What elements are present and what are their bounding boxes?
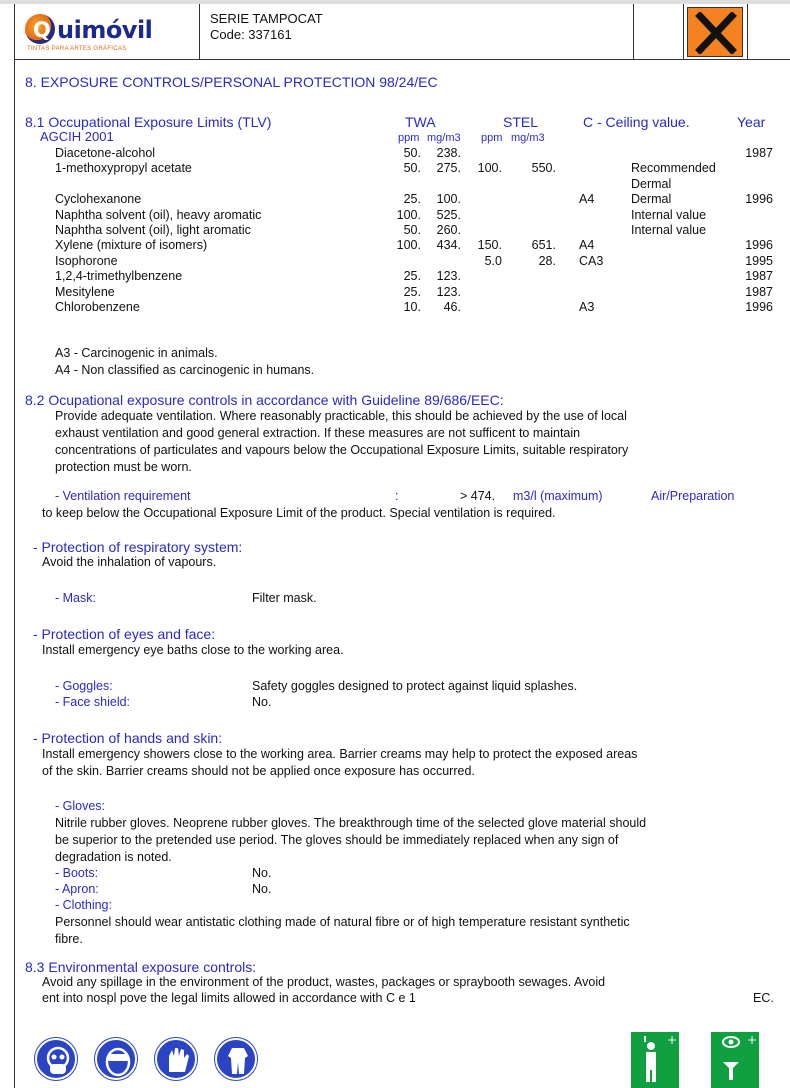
- logo-letter: Q: [33, 18, 51, 42]
- product-code: Code: 337161: [210, 27, 292, 42]
- substance-name: Cyclohexanone: [55, 192, 142, 207]
- logo-wordmark: uimóvil: [57, 16, 153, 44]
- paragraph-line: concentrations of particulates and vapours below the Occupational Exposure Limits, suitable respiratory: [55, 443, 629, 457]
- eyes-text: Install emergency eye baths close to the working area.: [42, 643, 344, 657]
- twa-ppm: 25.: [403, 192, 421, 207]
- column-year: Year: [737, 114, 766, 130]
- environment-line: Avoid any spillage in the environment of the product, wastes, packages or spraybooth sewages. Avoid: [42, 975, 606, 989]
- limit-year: 1996: [745, 238, 773, 253]
- document-page: [14, 4, 790, 1088]
- twa-mg: 100.: [436, 192, 461, 207]
- header-divider: [683, 4, 684, 60]
- harmful-x-icon: [687, 7, 743, 57]
- paragraph-line: Nitrile rubber gloves. Neoprene rubber gloves. The breakthrough time of the selected glove material should: [55, 816, 647, 830]
- limit-year: 1996: [745, 300, 773, 314]
- stel-ppm: 100.: [477, 161, 502, 176]
- gloves-label: - Gloves:: [55, 799, 106, 813]
- substance-name: Isophorone: [55, 253, 118, 268]
- substance-name: 1-methoxypropyl acetate: [55, 161, 192, 176]
- twa-mg: 123.: [436, 284, 461, 299]
- apron-label: - Apron:: [55, 882, 99, 896]
- section-title: 8. EXPOSURE CONTROLS/PERSONAL PROTECTION 98/24/EC: [25, 74, 438, 90]
- hands-title: - Protection of hands and skin:: [33, 730, 223, 746]
- face-shield-label: - Face shield:: [55, 695, 131, 709]
- paragraph-line: Provide adequate ventilation. Where reasonably practicable, this should be achieved by the use of local: [55, 409, 627, 423]
- limit-note: Recommended: [631, 161, 716, 176]
- twa-mg: 123.: [436, 269, 461, 284]
- ceiling-notation: A4: [579, 192, 595, 207]
- sds-header: [15, 4, 790, 60]
- limit-note: Dermal: [631, 176, 672, 191]
- logo-tagline: TINTAS PARA ARTES GRÁFICAS: [27, 46, 127, 52]
- mask-label: - Mask:: [55, 591, 96, 605]
- substance-name: Chlorobenzene: [55, 300, 140, 314]
- paragraph-line: degradation is noted.: [55, 850, 172, 864]
- twa-ppm: 25.: [403, 269, 421, 284]
- environment-line: ent into nospl pove the legal limits allowed in accordance with C e 1: [42, 991, 416, 1005]
- hands-paragraph: [42, 746, 637, 780]
- stel-ppm: 150.: [477, 238, 502, 253]
- unit-ppm: ppm: [481, 132, 503, 144]
- paragraph-line: be superior to the pretended use period. The gloves should be immediately replaced when any sign of: [55, 833, 619, 847]
- header-divider: [747, 4, 748, 60]
- emergency-shower-icon: [631, 1032, 679, 1088]
- boots-label: - Boots:: [55, 866, 99, 880]
- subsection-8-3-title: 8.3 Environmental exposure controls:: [25, 959, 257, 975]
- substance-name: Mesitylene: [55, 284, 115, 299]
- twa-ppm: 10.: [403, 300, 421, 314]
- note-a3: A3 - Carcinogenic in animals.: [55, 346, 218, 360]
- goggles-value: Safety goggles designed to protect against liquid splashes.: [252, 679, 578, 693]
- ventilation-label: - Ventilation requirement: [55, 489, 191, 503]
- stel-ppm: 5.0: [484, 253, 502, 268]
- twa-mg: 238.: [436, 146, 461, 160]
- twa-mg: 46.: [443, 300, 461, 314]
- gloves-paragraph: [55, 815, 646, 866]
- header-divider: [199, 4, 200, 60]
- subsection-8-1-title: 8.1 Occupational Exposure Limits (TLV): [25, 114, 272, 130]
- ventilation-paragraph: [55, 408, 628, 476]
- product-series: SERIE TAMPOCAT: [210, 11, 323, 26]
- eye-wash-icon: [711, 1032, 759, 1088]
- twa-ppm: 50.: [403, 161, 421, 176]
- limit-note: Internal value: [631, 207, 707, 222]
- eyes-title: - Protection of eyes and face:: [33, 626, 216, 642]
- product-id: [210, 11, 323, 43]
- respiratory-text: Avoid the inhalation of vapours.: [42, 555, 217, 569]
- column-twa: TWA: [405, 114, 436, 130]
- goggles-label: - Goggles:: [55, 679, 113, 693]
- ceiling-notation: A3: [579, 300, 595, 314]
- twa-ppm: 100.: [396, 238, 421, 253]
- twa-ppm: 25.: [403, 284, 421, 299]
- ventilation-note: to keep below the Occupational Exposure Limit of the product. Special ventilation is required.: [42, 506, 556, 520]
- respiratory-title: - Protection of respiratory system:: [33, 539, 243, 555]
- note-a4: A4 - Non classified as carcinogenic in humans.: [55, 363, 315, 377]
- stel-mg: 28.: [538, 253, 556, 268]
- limit-year: 1987: [745, 146, 773, 160]
- ventilation-ratio: Air/Preparation: [651, 489, 735, 503]
- twa-ppm: 100.: [396, 207, 421, 222]
- substance-name: 1,2,4-trimethylbenzene: [55, 269, 183, 284]
- clothing-paragraph: [55, 914, 630, 948]
- ventilation-value: > 474.: [460, 489, 496, 503]
- clothing-label: - Clothing:: [55, 898, 112, 912]
- boots-value: No.: [252, 866, 272, 880]
- mask-value: Filter mask.: [252, 591, 317, 605]
- column-stel: STEL: [503, 114, 539, 130]
- unit-mg-m3: mg/m3: [511, 132, 545, 144]
- respirator-mask-icon: [35, 1038, 77, 1080]
- limit-year: 1996: [745, 192, 773, 207]
- substance-name: Naphtha solvent (oil), heavy aromatic: [55, 207, 262, 222]
- protective-clothing-icon: [215, 1038, 257, 1080]
- paragraph-line: exhaust ventilation and good general extraction. If these measures are not sufficent to maintain: [55, 426, 581, 440]
- header-divider: [633, 4, 634, 60]
- paragraph-line: fibre.: [55, 932, 83, 946]
- paragraph-line: protection must be worn.: [55, 460, 192, 474]
- stel-mg: 651.: [531, 238, 556, 253]
- limit-note: Dermal: [631, 192, 672, 207]
- safety-goggles-icon: [95, 1038, 137, 1080]
- ventilation-unit: m3/l (maximum): [513, 489, 603, 503]
- unit-ppm: ppm: [398, 132, 420, 144]
- substance-name: Xylene (mixture of isomers): [55, 238, 208, 253]
- apron-value: No.: [252, 882, 272, 896]
- subsection-8-1-source: AGCIH 2001: [40, 129, 114, 144]
- svg-text:+: +: [747, 1033, 758, 1047]
- paragraph-line: Personnel should wear antistatic clothing made of natural fibre or of high temperature resistant synthetic: [55, 915, 630, 929]
- unit-mg-m3: mg/m3: [427, 132, 461, 144]
- twa-mg: 260.: [436, 223, 461, 237]
- twa-mg: 434.: [436, 238, 461, 253]
- twa-ppm: 50.: [403, 223, 421, 237]
- ceiling-notation: A4: [579, 238, 595, 253]
- limit-year: 1987: [745, 269, 773, 284]
- paragraph-line: of the skin. Barrier creams should not be applied once exposure has occurred.: [42, 764, 475, 778]
- limit-note: Internal value: [631, 223, 707, 237]
- face-shield-value: No.: [252, 695, 272, 709]
- paragraph-line: Install emergency showers close to the working area. Barrier creams may help to protect the exposed areas: [42, 747, 638, 761]
- ceiling-notation: CA3: [579, 253, 604, 268]
- ventilation-colon: :: [395, 489, 399, 503]
- twa-mg: 275.: [436, 161, 461, 176]
- environment-line-end: EC.: [753, 991, 774, 1005]
- substance-name: Naphtha solvent (oil), light aromatic: [55, 223, 251, 237]
- svg-text:+: +: [667, 1033, 678, 1047]
- substance-name: Diacetone-alcohol: [55, 146, 156, 160]
- twa-ppm: 50.: [403, 146, 421, 160]
- gloves-icon: [155, 1038, 197, 1080]
- company-logo: [25, 14, 195, 58]
- limit-year: 1995: [745, 253, 773, 268]
- subsection-8-2-title: 8.2 Ocupational exposure controls in accordance with Guideline 89/686/EEC:: [25, 392, 504, 408]
- stel-mg: 550.: [531, 161, 556, 176]
- column-ceiling: C - Ceiling value.: [583, 114, 690, 130]
- twa-mg: 525.: [436, 207, 461, 222]
- limit-year: 1987: [745, 284, 773, 299]
